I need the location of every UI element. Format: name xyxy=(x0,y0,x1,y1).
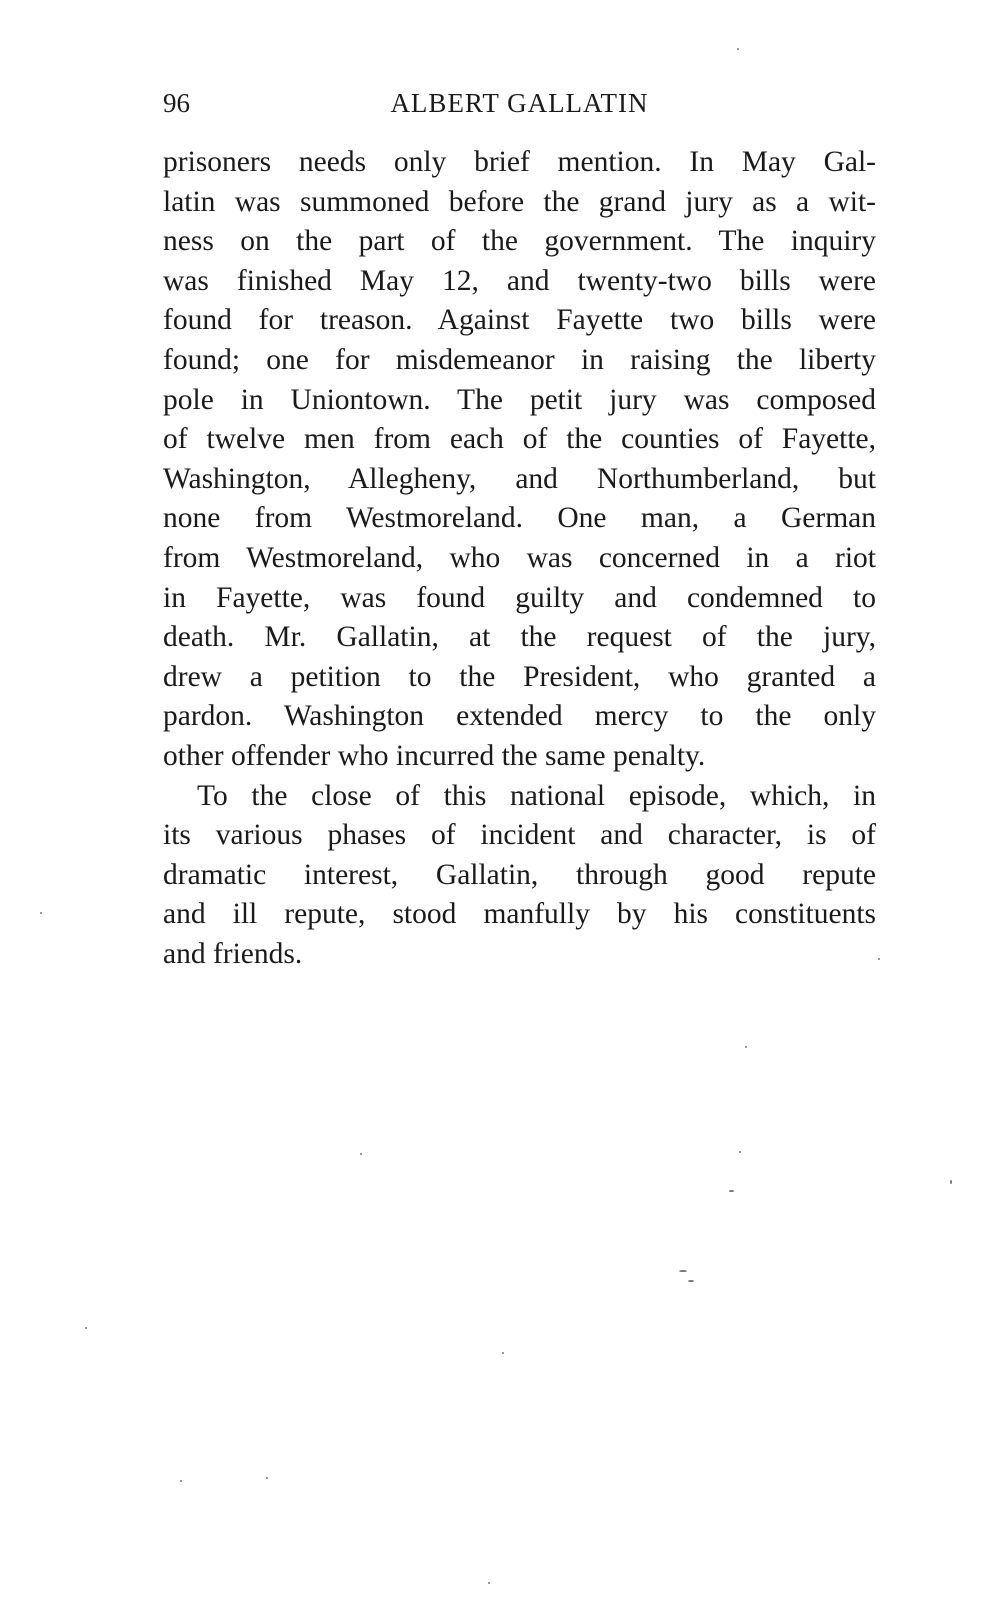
text-line: pardon. Washington extended mercy to the only xyxy=(163,700,876,733)
text-line: was finished May 12, and twenty-two bills were xyxy=(163,264,876,297)
text-line: other offender who incurred the same penalty. xyxy=(163,739,706,772)
text-line: its various phases of incident and character, is of xyxy=(163,819,876,852)
page-header xyxy=(163,88,876,128)
text-line: drew a petition to the President, who granted a xyxy=(163,660,876,693)
text-line: and friends. xyxy=(163,937,303,970)
text-line: dramatic interest, Gallatin, through good repute xyxy=(163,858,876,891)
text-line: and ill repute, stood manfully by his constituents xyxy=(163,898,876,931)
scan-speck xyxy=(679,1270,687,1272)
body-text xyxy=(163,143,876,974)
scan-speck xyxy=(737,48,739,50)
scan-speck xyxy=(502,1352,504,1354)
scan-speck xyxy=(360,1153,362,1155)
scan-speck xyxy=(688,1280,694,1282)
scan-speck xyxy=(745,1046,747,1048)
text-line: Washington, Allegheny, and Northumberland, but xyxy=(163,462,876,495)
page-number: 96 xyxy=(163,88,190,118)
text-line: death. Mr. Gallatin, at the request of the jury, xyxy=(163,621,876,654)
scan-speck xyxy=(266,1477,268,1479)
text-line: To the close of this national episode, which, in xyxy=(197,779,876,812)
running-head: ALBERT GALLATIN xyxy=(390,88,649,118)
scan-speck xyxy=(950,1180,952,1184)
paragraph-1 xyxy=(163,143,876,777)
text-line: latin was summoned before the grand jury as a wit- xyxy=(163,185,876,218)
scan-speck xyxy=(739,1151,741,1153)
text-line: ness on the part of the government. The inquiry xyxy=(163,225,876,258)
scan-speck xyxy=(878,958,880,960)
text-line: pole in Uniontown. The petit jury was composed xyxy=(163,383,876,416)
paragraph-2 xyxy=(163,777,876,975)
text-line: none from Westmoreland. One man, a German xyxy=(163,502,876,535)
text-line: found for treason. Against Fayette two bills were xyxy=(163,304,876,337)
text-line: prisoners needs only brief mention. In May Gal- xyxy=(163,146,876,178)
scan-speck xyxy=(40,912,42,914)
text-line: from Westmoreland, who was concerned in a riot xyxy=(163,541,876,574)
text-line: of twelve men from each of the counties of Fayette, xyxy=(163,423,876,456)
scan-speck xyxy=(729,1190,734,1192)
text-line: found; one for misdemeanor in raising the liberty xyxy=(163,343,876,376)
scan-speck xyxy=(488,1582,490,1584)
text-line: in Fayette, was found guilty and condemned to xyxy=(163,581,876,614)
scan-speck xyxy=(180,1480,182,1482)
scan-speck xyxy=(85,1327,87,1329)
